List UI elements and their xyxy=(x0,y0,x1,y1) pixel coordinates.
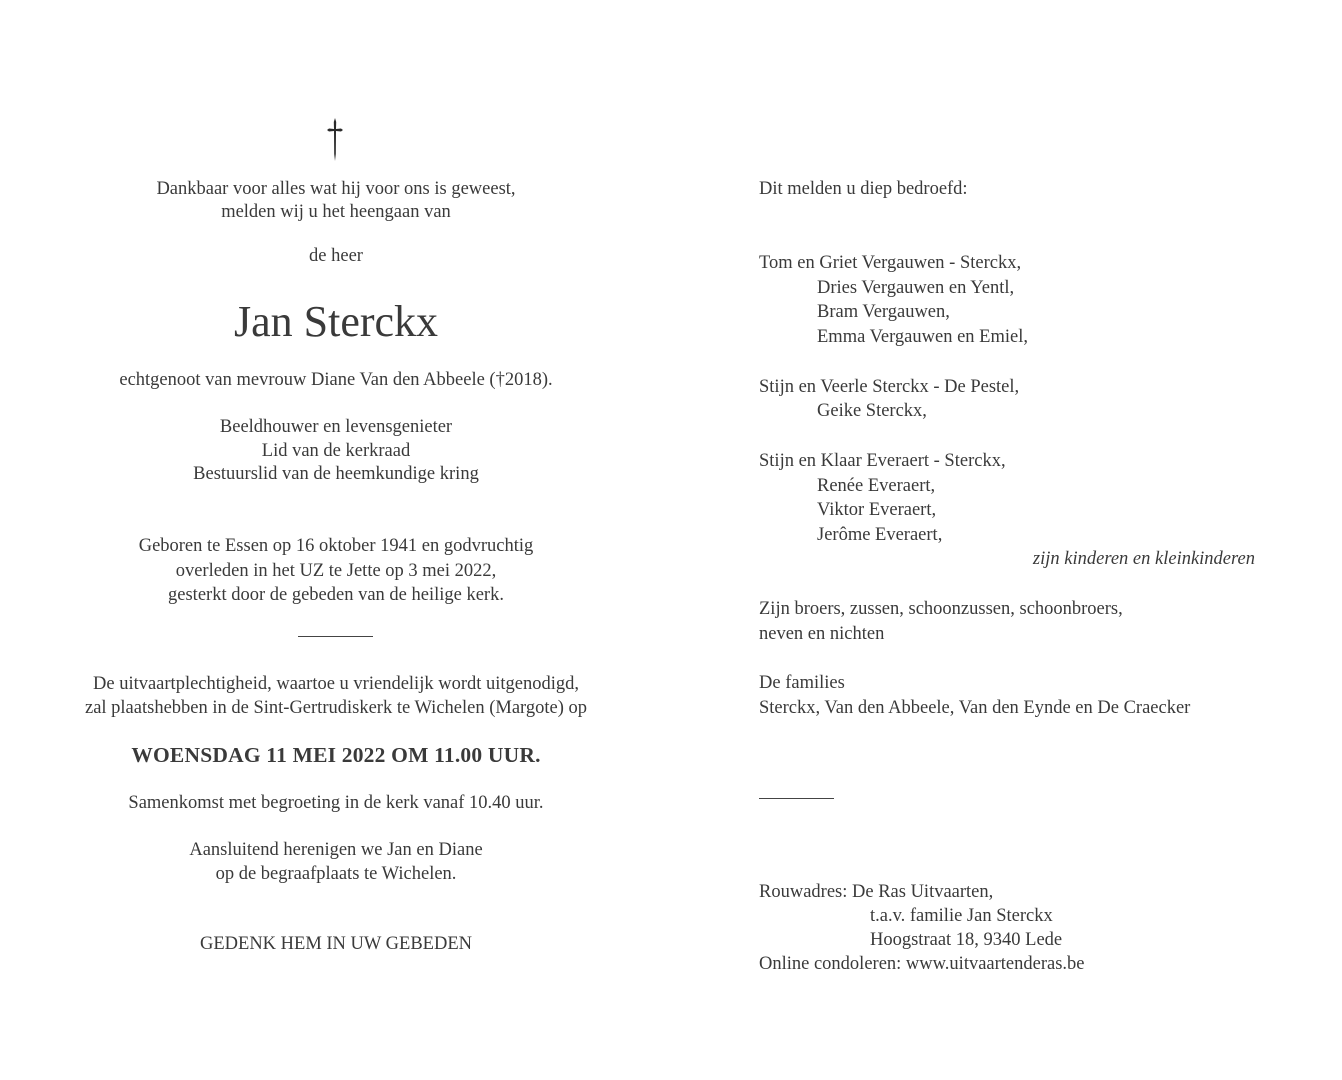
ceremony-line: De uitvaartplechtigheid, waartoe u vriendelijk wordt uitgenodigd, xyxy=(93,674,579,694)
family-member: Jerôme Everaert, xyxy=(817,525,943,545)
birth-death-line: Geboren te Essen op 16 oktober 1941 en godvruchtig xyxy=(138,536,534,556)
spouse-line: echtgenoot van mevrouw Diane Van den Abbeele (†2018). xyxy=(119,370,553,390)
cross-icon xyxy=(324,116,346,162)
intro-line-2: melden wij u het heengaan van xyxy=(221,202,451,222)
intro-line-1: Dankbaar voor alles wat hij voor ons is geweest, xyxy=(156,179,516,199)
address-line: t.a.v. familie Jan Sterckx xyxy=(870,906,1053,926)
family-member: Emma Vergauwen en Emiel, xyxy=(817,327,1028,347)
family-head: Stijn en Veerle Sterckx - De Pestel, xyxy=(759,377,1020,397)
siblings-line: neven en nichten xyxy=(759,624,885,644)
burial-line: op de begraafplaats te Wichelen. xyxy=(215,864,457,884)
family-member: Bram Vergauwen, xyxy=(817,302,950,322)
family-member: Dries Vergauwen en Yentl, xyxy=(817,278,1015,298)
announce-line: Dit melden u diep bedroefd: xyxy=(759,179,968,199)
address-line: Rouwadres: De Ras Uitvaarten, xyxy=(759,882,994,902)
family-member: Viktor Everaert, xyxy=(817,500,937,520)
address-line: Hoogstraat 18, 9340 Lede xyxy=(870,930,1063,950)
family-head: Tom en Griet Vergauwen - Sterckx, xyxy=(759,253,1022,273)
birth-death-line: gesterkt door de gebeden van de heilige kerk. xyxy=(168,585,504,605)
role-line: Beeldhouwer en levensgenieter xyxy=(219,417,453,437)
siblings-line: Zijn broers, zussen, schoonzussen, schoonbroers, xyxy=(759,599,1123,619)
role-line: Bestuurslid van de heemkundige kring xyxy=(193,464,479,484)
families-line: De families xyxy=(759,673,845,693)
honorific: de heer xyxy=(309,246,363,266)
family-member: Geike Sterckx, xyxy=(817,401,927,421)
families-line: Sterckx, Van den Abbeele, Van den Eynde en De Craecker xyxy=(759,698,1191,718)
birth-death-line: overleden in het UZ te Jette op 3 mei 2022, xyxy=(175,561,497,581)
role-line: Lid van de kerkraad xyxy=(261,441,411,461)
online-condolence-line: Online condoleren: www.uitvaartenderas.be xyxy=(759,954,1085,974)
divider xyxy=(298,636,373,637)
family-head: Stijn en Klaar Everaert - Sterckx, xyxy=(759,451,1006,471)
closing-line: GEDENK HEM IN UW GEBEDEN xyxy=(200,934,472,954)
divider xyxy=(759,798,834,799)
burial-line: Aansluitend herenigen we Jan en Diane xyxy=(189,840,483,860)
family-member: Renée Everaert, xyxy=(817,476,936,496)
children-note: zijn kinderen en kleinkinderen xyxy=(1032,549,1255,569)
ceremony-line: zal plaatshebben in de Sint-Gertrudiskerk te Wichelen (Margote) op xyxy=(84,698,588,718)
right-column xyxy=(759,0,1319,1080)
gathering-line: Samenkomst met begroeting in de kerk vanaf 10.40 uur. xyxy=(128,793,544,813)
ceremony-date: WOENSDAG 11 MEI 2022 OM 11.00 UUR. xyxy=(131,743,541,767)
deceased-name: Jan Sterckx xyxy=(233,297,439,346)
